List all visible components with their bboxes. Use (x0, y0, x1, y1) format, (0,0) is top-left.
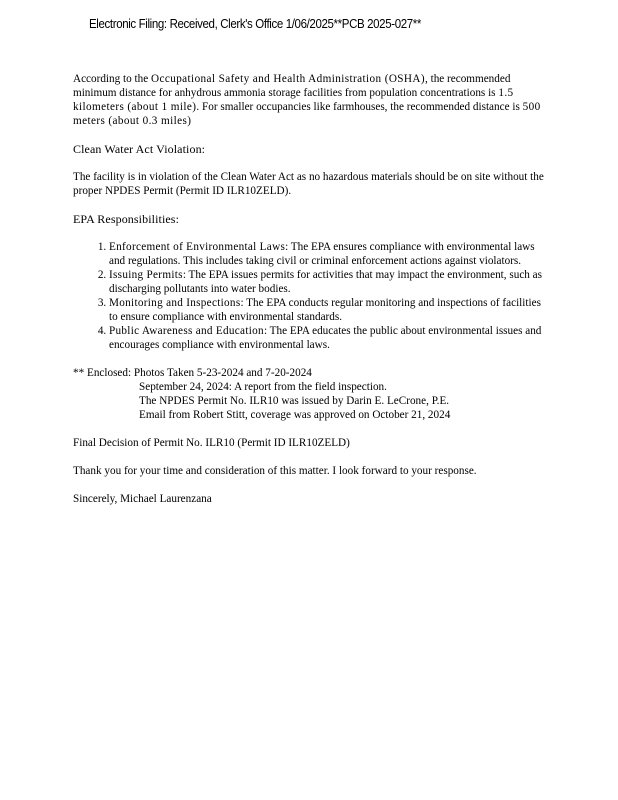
final-decision: Final Decision of Permit No. ILR10 (Permit ID ILR10ZELD) (73, 437, 350, 449)
intro-text-b: , the recommended minimum distance for anhydrous ammonia storage facilities from population concentrations is (73, 73, 511, 99)
enclosure-line: ** Enclosed: Photos Taken 5-23-2024 and 7-20-2024 (73, 367, 312, 379)
list-item (109, 296, 551, 324)
intro-org: Occupational Safety and Health Administration (OSHA) (150, 73, 425, 85)
intro-text-a: According to the (73, 73, 151, 85)
list-item-text: : The EPA educates the public about environmental issues and encourages compliance with environmental laws. (109, 325, 542, 351)
enclosure-line: The NPDES Permit No. ILR10 was issued by Darin E. LeCrone, P.E. (139, 395, 450, 407)
list-item (109, 240, 551, 268)
list-item-term: Enforcement of Environmental Laws (109, 241, 286, 253)
filing-header: Electronic Filing: Received, Clerk's Office 1/06/2025**PCB 2025-027** (89, 17, 422, 31)
letter-body (73, 72, 551, 506)
epa-responsibilities-list (73, 240, 551, 352)
list-item (109, 324, 551, 352)
intro-paragraph (73, 72, 551, 128)
list-item-term: Issuing Permits (109, 269, 183, 281)
epa-heading: EPA Responsibilities: (73, 212, 180, 226)
list-item-term: Monitoring and Inspections (109, 297, 241, 309)
intro-distance-2: 500 meters (about 0.3 miles) (73, 101, 541, 127)
cwa-heading: Clean Water Act Violation: (73, 142, 206, 156)
list-item-text: : The EPA issues permits for activities that may impact the environment, such as discharging pollutants into water bodies. (109, 269, 542, 295)
intro-distance-1: 1.5 kilometers (about 1 mile) (73, 87, 514, 113)
list-item-text: : The EPA ensures compliance with environmental laws and regulations. This includes taking civil or criminal enforcement actions against violators. (109, 241, 535, 267)
closing-paragraph: Thank you for your time and consideration of this matter. I look forward to your response. (73, 465, 477, 477)
enclosure-line: September 24, 2024: A report from the field inspection. (139, 381, 387, 393)
list-item (109, 268, 551, 296)
enclosures-block (73, 366, 551, 422)
list-item-term: Public Awareness and Education (109, 325, 264, 337)
intro-text-c: . For smaller occupancies like farmhouses, the recommended distance is (196, 101, 523, 113)
cwa-paragraph: The facility is in violation of the Clean Water Act as no hazardous materials should be on site without the proper NPDES Permit (Permit ID ILR10ZELD). (73, 171, 544, 197)
signature-line: Sincerely, Michael Laurenzana (73, 493, 212, 505)
enclosure-line: Email from Robert Stitt, coverage was approved on October 21, 2024 (139, 409, 451, 421)
list-item-text: : The EPA conducts regular monitoring and inspections of facilities to ensure compliance with environmental standards. (109, 297, 541, 323)
